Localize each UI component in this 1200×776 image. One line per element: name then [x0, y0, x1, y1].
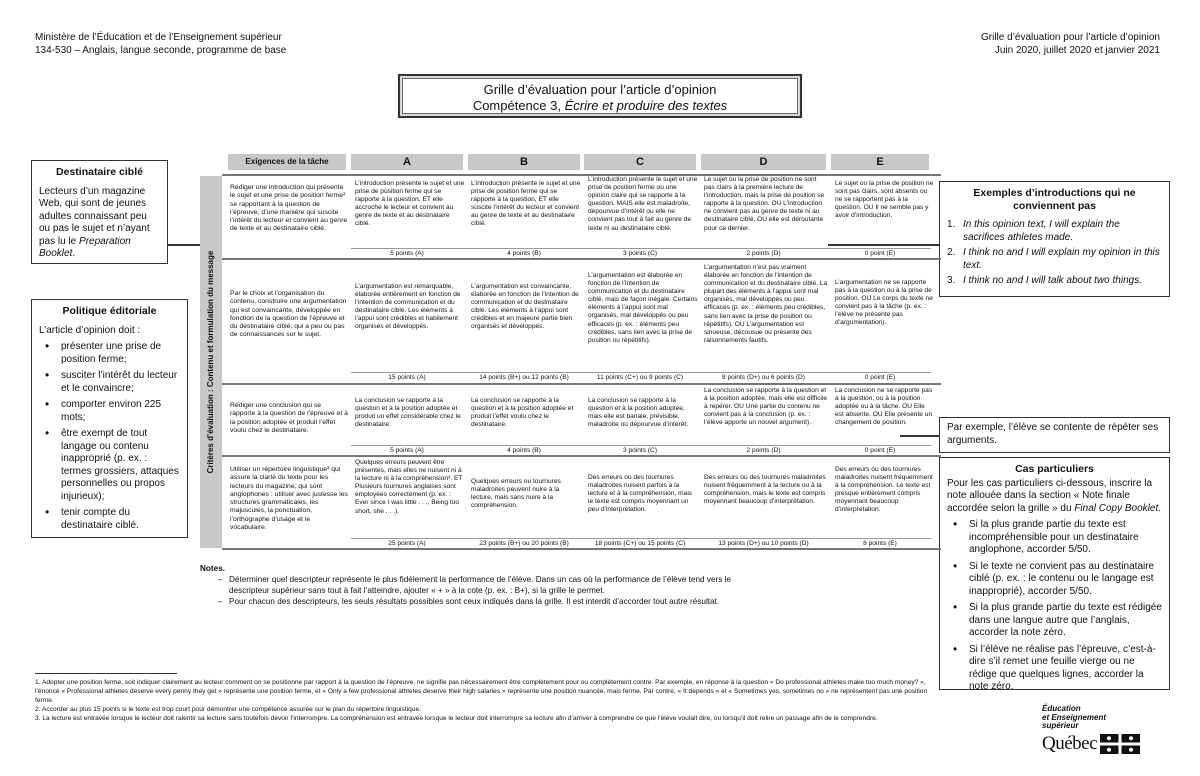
policy-item: • comporter environ 225 mots; — [39, 399, 180, 424]
requirement-intro: Rédiger une introduction qui présente le sujet et une prise de position ferme¹ se rapportant à la question de l’épreuve, d’une manière qui suscite l’intérêt du lecteur et convient au genre de texte et au destinataire ciblé. — [230, 184, 348, 233]
footnote-3: 3. La lecture est entravée lorsque le lecteur doit ralentir sa lecture sans toutefois devoir l’interrompre. La compréhension est entravée lorsque le lecteur doit interrompre sa lecture afin d’arriver à comprendre ce que l’élève voulait dire, ou lorsqu’il doit relire un passage afin de le comprendre. — [35, 715, 878, 722]
points-label: 11 points (C+) ou 9 points (C) — [596, 374, 684, 381]
page-subtitle: Compétence 3, Écrire et produire des textes — [472, 98, 728, 113]
points-label: 13 points (D+) ou 10 points (D) — [718, 540, 809, 547]
col-header-c: C — [584, 154, 696, 170]
policy-intro: L’article d’opinion doit : — [39, 324, 141, 336]
points-label: 2 points (D) — [746, 447, 781, 454]
grid-line — [222, 174, 941, 176]
points-label: 18 points (C+) ou 15 points (C) — [594, 540, 686, 547]
points-label: 0 point (E) — [864, 250, 896, 257]
descriptor-cell: Le sujet ou la prise de position ne sont pas clairs, sont absents ou ne se rapportent pas à la question. OU Il ne semble pas y avoir d’introduction. — [835, 180, 934, 220]
example-item: 2. I think no and I will explain my opinion in this text. — [947, 247, 1160, 271]
col-header-a: A — [351, 154, 463, 170]
descriptor-cell: Quelques erreurs ou tournures maladroites peuvent nuire à la lecture, mais sans nuire à la compréhension. — [471, 478, 561, 510]
ministry-name: Ministère de l’Éducation et de l’Enseignement supérieur — [35, 32, 282, 43]
descriptor-cell: Des erreurs ou des tournures maladroites nuisent parfois à la lecture et à la compréhension, mais le texte est compris moyennant un peu d’interprétation. — [588, 474, 693, 514]
requirement-conclusion: Rédiger une conclusion qui se rapporte à la question de l’épreuve et à la position adoptée et produit l’effet voulu chez le destinataire. — [230, 402, 348, 434]
special-cases-box — [939, 457, 1170, 690]
descriptor-cell: Des erreurs ou des tournures maladroites nuisent fréquemment à la compréhension. Le texte est presque entièrement compris moyennant beaucoup d’interprétation. — [835, 466, 933, 514]
repeat-box — [939, 417, 1170, 453]
points-label: 14 points (B+) ou 12 points (B) — [479, 374, 569, 381]
policy-title: Politique éditoriale — [62, 305, 157, 317]
policy-item: • tenir compte du destinataire ciblé. — [39, 507, 180, 532]
points-label: 8 points (D+) ou 6 points (D) — [721, 374, 805, 381]
descriptor-cell: La conclusion ne se rapporte pas à la question, ou à la position adoptée ou à la tâche. OU Elle est absente. OU Elle présente un changement de position. — [835, 387, 933, 427]
footnote-2: 2. Accorder au plus 15 points si le texte est trop court pour démontrer une compétence assurée sur le plan du répertoire linguistique. — [35, 706, 421, 713]
points-label: 5 points (A) — [390, 447, 424, 454]
points-label: 0 point (E) — [864, 447, 896, 454]
points-label: 2 points (D) — [746, 250, 781, 257]
special-intro: Pour les cas particuliers ci-dessous, inscrire la note allouée dans la section « Note finale accordée selon la grille » du Final Copy Booklet. — [947, 477, 1162, 514]
requirement-language: Utiliser un répertoire linguistique² qui assure la clarté du texte pour les lecteurs du magazine, qui sont anglophones : utiliser avec justesse les structures grammaticales, les majuscules, la ponctuation, l’orthographe d’usage et le vocabulaire. — [230, 466, 348, 532]
requirement-argument: Par le choix et l’organisation du contenu, construire une argumentation qui est convaincante, développée en fonction de la question de l’épreuve et du destinataire ciblé, qui a peu ou pas de connaissances sur le sujet. — [230, 290, 347, 339]
points-label: 4 points (B) — [507, 250, 541, 257]
col-header-e: E — [831, 154, 929, 170]
policy-item: • être exempt de tout langage ou contenu inapproprié (p. ex. : termes grossiers, attaques personnelles ou propos injurieux); — [39, 428, 180, 503]
examples-list — [947, 219, 1162, 288]
fleur-de-lis-flag-icon — [1100, 734, 1140, 754]
policy-item: • susciter l’intérêt du lecteur et le convaincre; — [39, 370, 180, 395]
task-header: Exigences de la tâche — [228, 154, 346, 170]
points-label: 25 points (A) — [388, 540, 426, 547]
repeat-text: Par exemple, l’élève se contente de répéter ses arguments. — [947, 422, 1159, 446]
points-label: 3 points (C) — [622, 250, 658, 257]
example-item: 1. In this opinion text, I will explain the sacrifices athletes made. — [947, 219, 1120, 243]
examples-connector — [828, 244, 939, 246]
policy-item: • présenter une prise de position ferme; — [39, 341, 180, 366]
points-label: 23 points (B+) ou 20 points (B) — [479, 540, 569, 547]
header-left — [35, 31, 286, 57]
col-header-b: B — [468, 154, 580, 170]
special-item: • Si la plus grande partie du texte est incompréhensible pour un destinataire anglophone, accorder 5/50. — [947, 519, 1162, 557]
policy-box — [31, 299, 188, 538]
descriptor-cell: L’argumentation n’est pas vraiment élaborée en fonction de l’intention de communication et du destinataire ciblé. La plupart des éléments à l’appui sont mal organisés, mal développés ou peu efficaces (p. ex. : éléments peu crédibles, sans lien avec la prise de position ou répétitifs). OU L’argumentation est sinueuse, décousue ou présente des raisonnements fautifs. — [704, 264, 828, 344]
descriptor-cell: L’argumentation ne se rapporte pas à la question ou à la prise de position. OU Le corps du texte ne convient pas à la tâche (p. ex. : l’élève ne présente pas d’argumentation). — [835, 279, 933, 327]
logo-quebec: Québec — [1042, 732, 1098, 754]
points-label: 15 points (A) — [388, 374, 426, 381]
logo-ministry: Éducation et Enseignement supérieur — [1042, 704, 1107, 730]
descriptor-cell: La conclusion se rapporte à la question et à la position adoptée, mais elle est difficile à repérer. OU Une partie du contenu ne convient pas à la conclusion (p. ex. : l’élève apporte un nouvel argument). — [704, 387, 828, 427]
descriptor-cell: Des erreurs ou des tournures maladroites nuisent fréquemment à la lecture ou à la compréhension, mais le texte est compris moyennant beaucoup d’interprétation. — [704, 474, 826, 506]
descriptor-cell: La conclusion se rapporte à la question et à la position adoptée et produit un effet considérable chez le destinataire. — [355, 397, 461, 429]
points-label: 0 point (E) — [864, 374, 896, 381]
audience-box — [31, 160, 168, 264]
descriptor-cell: La conclusion se rapporte à la question et à la position adoptée, mais elle est banale, prévisible, maladroite ou dépourvue d’intérêt. — [588, 397, 689, 429]
descriptor-cell: L’argumentation est convaincante, élaborée en fonction de l’intention de communication et du destinataire ciblé. Les éléments à l’appui sont crédibles et en majeure partie bien organisés et développés. — [471, 283, 579, 331]
descriptor-cell: Quelques erreurs peuvent être présentes, mais elles ne nuisent ni à la lecture ni à la compréhension³. ET Plusieurs tournures anglaises sont employées correctement (p. ex. : Ever since I was little . . ., Being too short, she . . .). — [355, 459, 463, 515]
descriptor-cell: L’argumentation est remarquable, élaborée entièrement en fonction de l’intention de communication et du destinataire ciblé. Les éléments à l’appui sont crédibles et habilement organisés et développés. — [355, 283, 461, 331]
notes-title: Notes. — [200, 564, 226, 573]
audience-title: Destinataire ciblé — [56, 166, 143, 178]
descriptor-cell: Le sujet ou la prise de position ne sont pas clairs à la première lecture de l’introduction, mais la prise de position se rapporte à la question. OU L’introduction ne convient pas au genre de texte ni au destinataire ciblé. OU elle est déroutante pour ce dernier. — [704, 176, 825, 232]
points-label: 8 points (E) — [863, 540, 897, 547]
program-name: 134-530 – Anglais, langue seconde, programme de base — [35, 45, 287, 56]
descriptor-cell: La conclusion se rapporte à la question et à la position adoptée et produit l’effet voulu chez le destinataire. — [471, 397, 574, 429]
points-label: 5 points (A) — [390, 250, 424, 257]
repeat-connector — [900, 435, 939, 437]
descriptor-cell: L’introduction présente le sujet et une prise de position ferme ou une opinion claire qui se rapporte à la question, MAIS elle est maladroite, dépourvue d’intérêt ou elle ne convient pas tout à fait au genre de texte ni au destinataire ciblé. — [588, 176, 698, 232]
quebec-logo — [1042, 705, 1172, 755]
audience-text: Lecteurs d’un magazine Web, qui sont de jeunes adultes connaissant peu ou pas le sujet et n’ayant pas lu le Preparation Booklet. — [39, 185, 150, 259]
criteria-sidebar — [200, 176, 222, 548]
example-item: 3. I think no and I will talk about two things. — [947, 275, 1142, 286]
footnotes — [35, 678, 940, 723]
descriptor-cell: L’argumentation est élaborée en fonction de l’intention de communication et du destinataire ciblé, mais de façon inégale. Certains éléments à l’appui sont mal organisés, mal développés ou peu efficaces (p. ex. : éléments peu crédibles, sans lien avec la prise de position ou répétitifs). — [588, 272, 698, 344]
descriptor-cell: L’introduction présente le sujet et une prise de position ferme qui se rapporte à la question, ET elle suscite l’intérêt du lecteur et convient au genre de texte et au destinataire ciblé. — [471, 180, 581, 228]
points-label: 4 points (B) — [507, 447, 541, 454]
criteria-label: Critères d’évaluation : Contenu et formulation du message — [206, 250, 215, 474]
note-item: – Déterminer quel descripteur représente le plus fidèlement la performance de l’élève. Dans un cas où la performance de l’élève tend vers le descripteur supérieur sans tout à fait l’atteindre, ajouter « + » à la cote (p. ex. : B+), si la grille le permet. — [218, 575, 731, 595]
page-title: Grille d’évaluation pour l’article d’opinion — [483, 82, 717, 97]
doc-title-small: Grille d’évaluation pour l’article d’opinion — [981, 32, 1160, 43]
special-list — [947, 519, 1162, 694]
note-item: – Pour chacun des descripteurs, les seuls résultats possibles sont ceux indiqués dans la grille. Il est interdit d’accorder tout autre résultat. — [218, 597, 720, 606]
col-header-d: D — [701, 154, 826, 170]
footnote-rule — [35, 673, 177, 674]
special-item: • Si l’élève ne réalise pas l’épreuve, c’est-à-dire s’il remet une feuille vierge ou ne rédige que quelques lignes, accorder la note zéro. — [947, 644, 1162, 694]
special-item: • Si la plus grande partie du texte est rédigée dans une langue autre que l’anglais, accorder la note zéro. — [947, 602, 1162, 640]
grid-line — [222, 383, 941, 385]
examples-title: Exemples d’introductions qui ne conviennent pas — [973, 187, 1136, 212]
notes-section — [200, 563, 760, 607]
examples-box — [939, 181, 1170, 297]
header-right — [981, 31, 1160, 57]
points-label: 3 points (C) — [622, 447, 658, 454]
descriptor-cell: L’introduction présente le sujet et une prise de position ferme qui se rapporte à la question, ET elle accroche le lecteur et convient au genre de texte et au destinataire ciblé. — [355, 180, 465, 228]
doc-dates: Juin 2020, juillet 2020 et janvier 2021 — [994, 45, 1160, 56]
title-box — [398, 74, 802, 118]
special-title: Cas particuliers — [1015, 463, 1094, 475]
policy-list — [39, 341, 180, 532]
special-item: • Si le texte ne convient pas au destinataire ciblé (p. ex. : le contenu ou le langage est inapproprié), accorder 5/50. — [947, 561, 1162, 599]
footnote-1: 1. Adopter une position ferme, soit indiquer clairement au lecteur comment on se positionne par rapport à la question de l’épreuve, ne signifie pas nécessairement être complètement pour ou complètement contre. Par exemple, en réponse à la question « Do professional athletes make too much money? », l’énoncé « Professional athletes deserve every penny they get » représente une position ferme, et « Only a few professional athletes deserve their high salaries » représente une position nuancée, mais ferme. Par contre, « It depends » et « Sometimes yes, sometimes no » ne représentent pas une position ferme. — [35, 679, 928, 704]
